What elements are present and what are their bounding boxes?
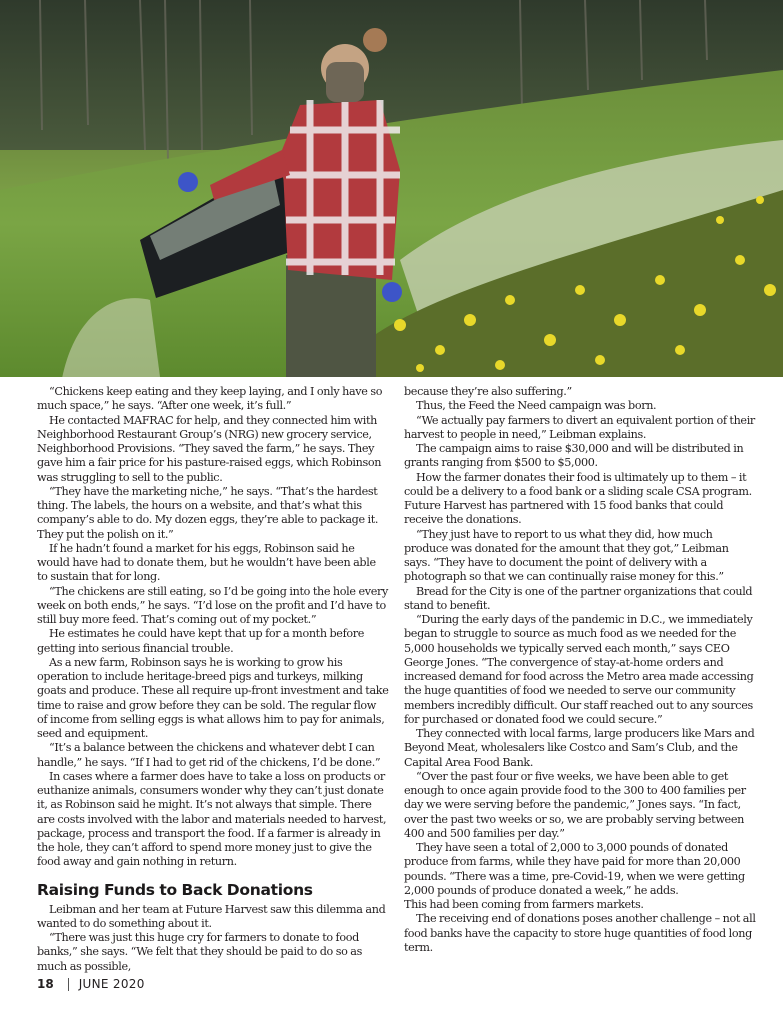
issue-date: JUNE 2020: [78, 977, 145, 991]
footer-divider: [68, 978, 69, 991]
article-column-left: [37, 385, 389, 974]
paragraph: The campaign aims to raise $30,000 and will be distributed in grants ranging from $500 to $5,000.: [404, 442, 744, 470]
paragraph: He estimates he could have kept that up for a month before getting into serious financial trouble.: [37, 627, 365, 655]
paragraph: “During the early days of the pandemic in D.C., we immediately began to struggle to source as much food as we needed for the 5,000 households we typically served each month,” says CEO George Jones. “The convergence of stay-at-home orders and increased demand for food across the Metro area made accessing the huge quantities of food we needed to serve our community members incredibly difficult. Our staff reached out to any sources for purchased or donated food we could secure.”: [404, 613, 754, 726]
paragraph: Bread for the City is one of the partner organizations that could stand to benefit.: [404, 584, 753, 612]
paragraph: They connected with local farms, large producers like Mars and Beyond Meat, wholesalers like Costco and Sam’s Club, and the Capital Area Food Bank.: [404, 727, 755, 769]
page-number: 18: [37, 977, 54, 991]
page-footer: [37, 977, 145, 991]
article-column-right: [404, 385, 756, 955]
paragraph: “They have the marketing niche,” he says. “That’s the hardest thing. The labels, the hours on a website, and that’s what this company’s able to do. My dozen eggs, they’re able to package it. They put the polish on it.”: [37, 484, 379, 541]
paragraph: “There was just this huge cry for farmers to donate to food banks,” she says. “We felt that they should be paid to do so as much as possible,: [37, 931, 362, 973]
paragraph: “We actually pay farmers to divert an equivalent portion of their harvest to people in need,” Leibman explains.: [404, 413, 755, 441]
paragraph: Leibman and her team at Future Harvest saw this dilemma and wanted to do something about it.: [37, 902, 386, 930]
paragraph: “The chickens are still eating, so I’d be going into the hole every week on both ends,” he says. “I’d lose on the profit and I’d have to still buy more feed. That’s coming out of my pocket.”: [37, 584, 388, 626]
paragraph: “Over the past four or five weeks, we have been able to get enough to once again provide food to the 300 to 400 families per day we were serving before the pandemic,” Jones says. “In fact, over the past two weeks or so, we are probably serving between 400 and 500 families per day.”: [404, 769, 746, 840]
face-mask: [326, 62, 364, 102]
paragraph: They have seen a total of 2,000 to 3,000 pounds of donated produce from farms, while they have paid for more than 20,000 pounds. “There was a time, pre-Covid-19, when we were getting 2,000 pounds of produce donated a week,” he adds.: [404, 841, 745, 897]
paragraph: If he hadn’t found a market for his eggs, Robinson said he would have had to donate them, but he wouldn’t have been able to sustain that for long.: [37, 541, 376, 584]
paragraph: As a new farm, Robinson says he is working to grow his operation to include heritage-breed pigs and turkeys, milking goats and produce. These all require up-front investment and take time to raise and grow before they can be sold. The regular flow of income from selling eggs is what allows him to pay for animals, seed and equipment.: [37, 655, 389, 740]
paragraph: The receiving end of donations poses another challenge – not all food banks have the capacity to store huge quantities of food long term.: [404, 912, 756, 954]
paragraph: “They just have to report to us what they did, how much produce was donated for the amount that they got,” Leibman says. “They have to document the point of delivery with a photograph so that we can continually raise money for this.”: [404, 527, 729, 584]
section-heading: Raising Funds to Back Donations: [37, 880, 313, 899]
article-photo: [0, 0, 783, 377]
paragraph: This had been coming from farmers markets.: [404, 898, 644, 911]
paragraph: How the farmer donates their food is ultimately up to them – it could be a delivery to a food bank or a sliding scale CSA program. Future Harvest has partnered with 15 food banks that could receive the donations.: [404, 470, 752, 527]
photo-illustration: [0, 0, 783, 377]
paragraph: He contacted MAFRAC for help, and they connected him with Neighborhood Restaurant Group’s (NRG) new grocery service, Neighborhood Provisions. “They saved the farm,” he says. They gave him a fair price for his pasture-raised eggs, which Robinson was struggling to sell to the public.: [37, 413, 382, 484]
paragraph: Thus, the Feed the Need campaign was born.: [416, 399, 657, 413]
paragraph: “Chickens keep eating and they keep laying, and I only have so much space,” he says. “After one week, it’s full.”: [37, 385, 383, 413]
paragraph: “It’s a balance between the chickens and whatever debt I can handle,” he says. “If I had to get rid of the chickens, I’d be done.”: [37, 741, 381, 769]
paragraph-continuation: because they’re also suffering.”: [404, 385, 572, 398]
paragraph: In cases where a farmer does have to take a loss on products or euthanize animals, consumers wonder why they can’t just donate it, as Robinson said he might. It’s not always that simple. There are costs involved with the labor and materials needed to harvest, package, process and transport the food. If a farmer is already in the hole, they can’t afford to spend more money just to give the food away and gain nothing in return.: [37, 769, 387, 869]
glove: [178, 172, 198, 192]
